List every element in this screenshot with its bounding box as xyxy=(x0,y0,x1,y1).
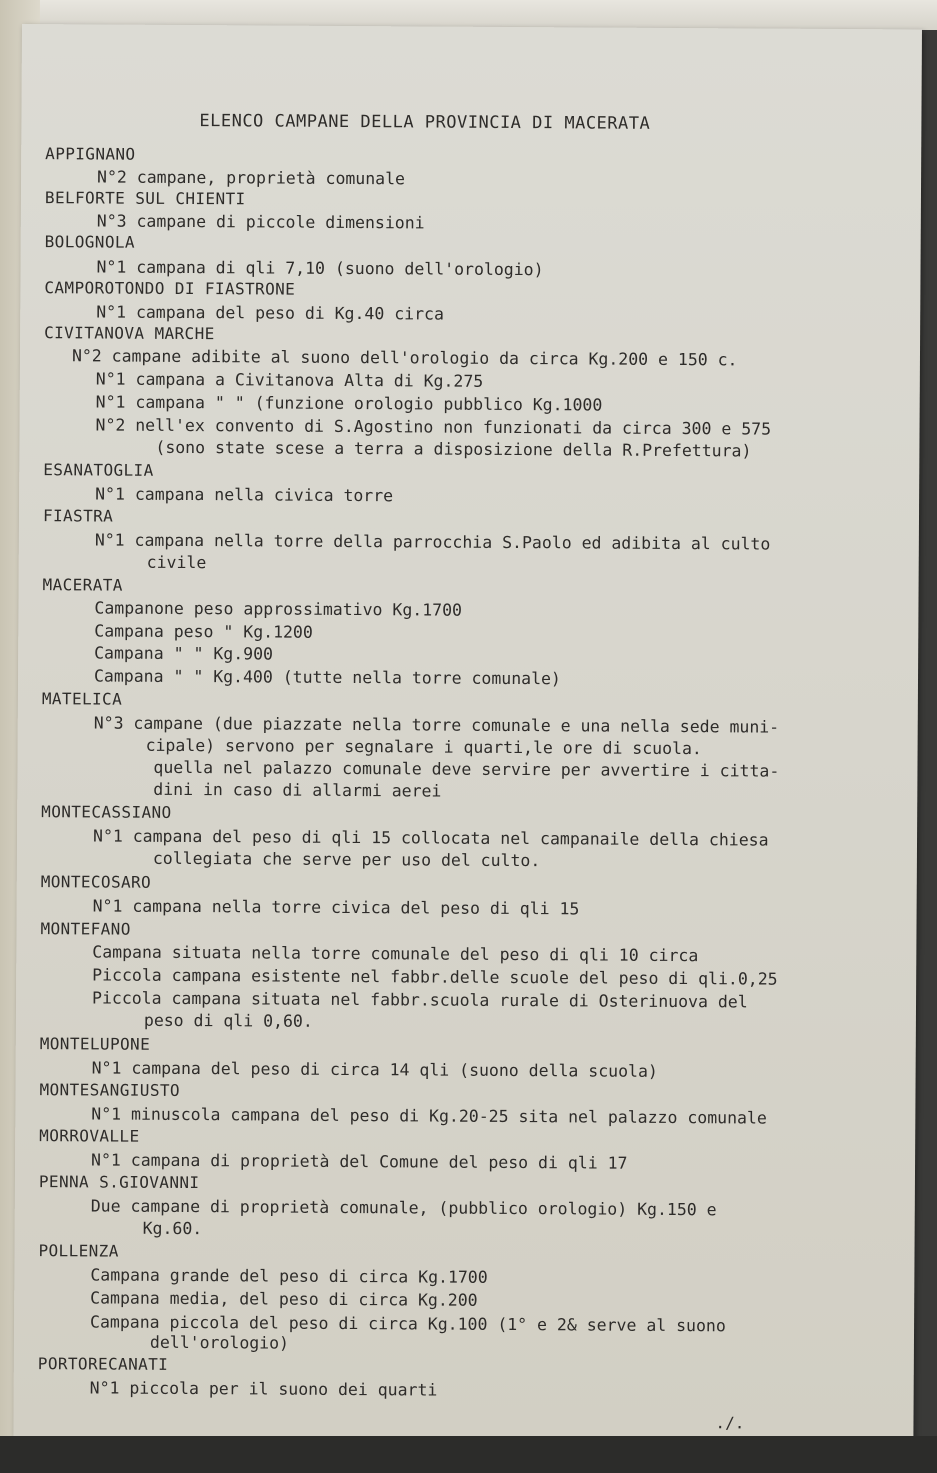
bell-entry-line: cipale) servono per segnalare i quarti,le ore di scuola. xyxy=(145,735,702,759)
bell-entry-line: N°1 campana " " (funzione orologio pubblico Kg.1000 xyxy=(95,392,603,415)
bell-entry-line: N°2 campane adibite al suono dell'orologio da circa Kg.200 e 150 c. xyxy=(71,346,738,370)
municipality-heading: MONTELUPONE xyxy=(39,1034,151,1054)
municipality-heading: BOLOGNOLA xyxy=(44,232,136,252)
bell-entry-line: dell'orologio) xyxy=(149,1332,290,1353)
desk-surface xyxy=(0,1436,937,1473)
bell-entry-line: Piccola campana esistente nel fabbr.delle scuole del peso di qli.0,25 xyxy=(92,965,778,989)
bell-entry-line: Campana situata nella torre comunale del peso di qli 10 circa xyxy=(92,942,699,966)
document-title: ELENCO CAMPANE DELLA PROVINCIA DI MACERATA xyxy=(199,111,651,134)
municipality-heading: PORTORECANATI xyxy=(37,1354,169,1374)
bell-entry-line: Due campane di proprietà comunale, (pubblico orologio) Kg.150 e xyxy=(90,1196,717,1220)
municipality-heading: MONTECOSARO xyxy=(40,872,152,892)
bell-entry-line: Campana peso " Kg.1200 xyxy=(94,621,313,642)
bell-entry-line: N°1 campana nella torre civica del peso di qli 15 xyxy=(92,896,580,919)
bell-entry-line: (sono state scese a terra a disposizione della R.Prefettura) xyxy=(155,437,752,461)
municipality-heading: MONTECASSIANO xyxy=(41,802,172,822)
bell-entry-line: N°1 minuscola campana del peso di Kg.20-25 sita nel palazzo comunale xyxy=(91,1104,767,1128)
municipality-heading: MACERATA xyxy=(42,575,123,595)
municipality-heading: MORROVALLE xyxy=(39,1126,140,1146)
municipality-heading: POLLENZA xyxy=(38,1241,119,1261)
bell-entry-line: Campana grande del peso di circa Kg.1700 xyxy=(90,1265,488,1287)
municipality-heading: CAMPOROTONDO DI FIASTRONE xyxy=(44,278,296,299)
bell-entry-line: N°1 piccola per il suono dei quarti xyxy=(89,1378,438,1400)
municipality-heading: MONTEFANO xyxy=(40,919,131,939)
municipality-heading: CIVITANOVA MARCHE xyxy=(44,323,215,344)
bell-entry-line: N°1 campana nella civica torre xyxy=(95,484,394,506)
bell-entry-line: N°1 campana del peso di qli 15 collocata nel campanaile della chiesa xyxy=(92,826,769,850)
bell-entry-line: N°1 campana nella torre della parrocchia S.Paolo ed adibita al culto xyxy=(94,530,771,554)
bell-entry-line: N°1 campana del peso di circa 14 qli (suono della scuola) xyxy=(91,1058,658,1081)
bell-entry-line: Campana piccola del peso di circa Kg.100 (1° e 2& serve al suono xyxy=(90,1312,726,1336)
bell-entry-line: quella nel palazzo comunale deve servire per avvertire i citta- xyxy=(153,757,780,781)
municipality-heading: MONTESANGIUSTO xyxy=(39,1080,181,1100)
municipality-heading: MATELICA xyxy=(41,689,123,709)
bell-entry-line: N°1 campana del peso di Kg.40 circa xyxy=(96,302,444,324)
page-continuation-mark: ./. xyxy=(715,1413,745,1433)
bell-entry-line: dini in caso di allarmi aerei xyxy=(153,779,442,801)
bell-entry-line: Campana " " Kg.400 (tutte nella torre comunale) xyxy=(93,666,561,689)
bell-entry-line: peso di qli 0,60. xyxy=(143,1010,313,1031)
bell-entry-line: Campana " " Kg.900 xyxy=(94,643,274,664)
bell-entry-line: N°1 campana di qli 7,10 (suono dell'orologio) xyxy=(96,257,544,280)
bell-entry-line: N°3 campane di piccole dimensioni xyxy=(96,211,425,233)
bell-entry-line: N°1 campana di proprietà del Comune del peso di qli 17 xyxy=(91,1150,628,1173)
municipality-heading: PENNA S.GIOVANNI xyxy=(38,1172,200,1193)
bell-entry-line: N°3 campane (due piazzate nella torre comunale e una nella sede muni- xyxy=(93,713,780,737)
bell-entry-line: Kg.60. xyxy=(142,1218,203,1239)
bell-entry-line: N°1 campana a Civitanova Alta di Kg.275 xyxy=(95,369,484,391)
municipality-heading: APPIGNANO xyxy=(45,144,136,164)
bell-entry-line: Piccola campana situata nel fabbr.scuola rurale di Osterinuova del xyxy=(91,988,748,1012)
bell-entry-line: N°2 nell'ex convento di S.Agostino non funzionati da circa 300 e 575 xyxy=(95,415,772,439)
bell-entry-line: N°2 campane, proprietà comunale xyxy=(97,167,406,189)
municipality-heading: BELFORTE SUL CHIENTI xyxy=(44,188,246,209)
bell-entry-line: Campana media, del peso di circa Kg.200 xyxy=(90,1288,478,1310)
bell-entry-line: collegiata che serve per uso del culto. xyxy=(152,848,541,871)
typewritten-sheet xyxy=(13,24,922,1441)
municipality-heading: ESANATOGLIA xyxy=(43,460,154,480)
municipality-heading: FIASTRA xyxy=(42,506,114,526)
bell-entry-line: Campanone peso approssimativo Kg.1700 xyxy=(94,598,463,620)
bell-entry-line: civile xyxy=(146,552,207,573)
